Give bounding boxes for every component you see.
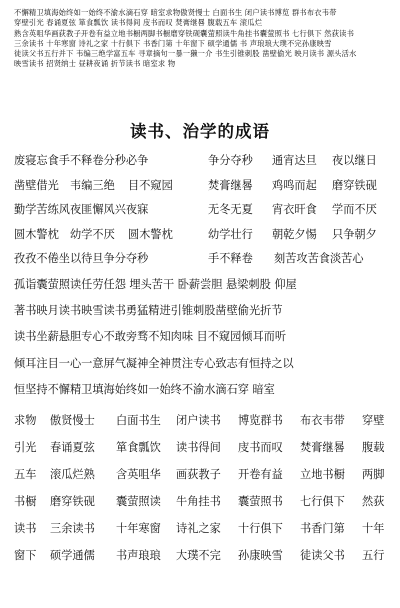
idiom-text: 韦编三绝	[70, 178, 115, 192]
idiom-text: 硕学通儒	[50, 549, 95, 563]
idiom-text: 三余读书	[50, 522, 95, 536]
idiom-text: 博览群书	[238, 414, 283, 427]
idiom-row	[14, 466, 394, 493]
idiom-text: 磨穿铁砚	[332, 178, 377, 192]
idiom-row	[14, 493, 394, 520]
text-line: 读书坐薪悬胆专心不敢旁骛不知肉味 目不窥园倾耳而听	[14, 330, 287, 343]
idiom-text: 开卷有益	[238, 468, 283, 482]
idiom-text: 含英咀华	[116, 468, 161, 482]
idiom-row	[14, 439, 394, 466]
idiom-text: 焚膏继晷	[300, 441, 345, 455]
text-line: 不懈精卫填海始终如一始终不渝水滴石穿 暗室求物傲贤慢士 白面书生 闭户读书博览 群书布衣韦带	[14, 8, 337, 17]
idiom-text: 凿壁借光	[14, 178, 59, 192]
text-line: 著书映月读书映雪读书勇猛精进引锥刺股凿壁偷光折节	[14, 304, 283, 317]
idiom-text: 书香门第	[300, 522, 345, 536]
idiom-text: 争分夺秒	[208, 154, 253, 167]
idiom-text: 五车	[14, 468, 37, 482]
idiom-text: 箪食瓢饮	[116, 441, 161, 455]
idiom-text: 囊萤照书	[238, 495, 283, 509]
idiom-text: 刻苦攻苦食淡苦心	[274, 252, 364, 265]
idiom-text: 朝乾夕惕	[272, 227, 317, 241]
idiom-text: 徒读父书	[300, 549, 345, 563]
idiom-text: 大璞不完	[176, 549, 221, 563]
top-paragraph	[14, 8, 388, 70]
idiom-text: 学而不厌	[332, 203, 377, 216]
idiom-text: 傲贤慢士	[50, 414, 95, 427]
idiom-text: 磨穿铁砚	[50, 495, 95, 509]
idiom-text: 通宵达旦	[272, 154, 317, 167]
idiom-text: 圆木警枕	[128, 227, 173, 241]
idiom-text: 书声琅琅	[116, 549, 161, 563]
text-line: 徒读父书五行并下 韦编三绝学富五车 寻章摘句一暴一獭一介 书生引锥刺股 凿壁偷光 映月读书 源头活水	[14, 49, 357, 59]
idiom-text: 孙康映雪	[238, 549, 283, 563]
idiom-text: 夜以继日	[332, 154, 377, 167]
idiom-row	[14, 250, 394, 275]
idiom-text: 然荻	[362, 495, 385, 509]
idiom-row	[14, 152, 394, 177]
idiom-text: 十年寒窗	[116, 522, 161, 536]
idiom-text: 庋书而叹	[238, 441, 283, 455]
idiom-text: 书橱	[14, 495, 37, 509]
idiom-text: 勤学苦练风夜匪懈风兴夜寐	[14, 203, 149, 216]
idiom-row	[14, 520, 394, 547]
text-line: 映雪读书 招贤纳士 昼耕夜诵 折节读书 暗室求 物	[14, 59, 176, 69]
idiom-text: 手不释卷	[208, 252, 253, 265]
idiom-text: 画荻教子	[176, 468, 221, 482]
idiom-text: 十行俱下	[238, 522, 283, 536]
idiom-grid-top	[14, 152, 394, 275]
idiom-text: 囊萤照读	[116, 495, 161, 509]
idiom-text: 牛角挂书	[176, 495, 221, 509]
idiom-text: 读书得间	[176, 441, 221, 455]
idiom-row	[14, 201, 394, 226]
idiom-row	[14, 226, 394, 251]
text-line: 熟含英咀华画荻教子开卷有益立地书橱两脚书橱磨穿铁砚囊萤照读牛角挂书囊萤照书 七行俱下 然荻读书	[14, 28, 355, 38]
text-line: 恒坚持不懈精卫填海始终如一始终不渝水滴石穿 暗室	[14, 383, 275, 396]
idiom-text: 宵衣旰食	[272, 203, 317, 216]
idiom-text: 七行俱下	[300, 495, 345, 509]
idiom-text: 鸡鸣而起	[272, 178, 317, 192]
idiom-text: 引光	[14, 441, 37, 455]
idiom-row	[14, 547, 394, 574]
idiom-text: 无冬无夏	[208, 203, 253, 216]
idiom-text: 焚膏继晷	[208, 178, 253, 192]
idiom-grid-bottom	[14, 412, 394, 575]
idiom-text: 布衣韦带	[300, 414, 345, 427]
idiom-text: 闭户读书	[176, 414, 221, 427]
idiom-text: 腹载	[362, 441, 385, 455]
idiom-row	[14, 177, 394, 202]
idiom-text: 春诵夏弦	[50, 441, 95, 455]
idiom-text: 白面书生	[116, 414, 161, 427]
page-title: 读书、治学的成语	[130, 122, 270, 141]
idiom-text: 求物	[14, 414, 37, 427]
idiom-text: 孜孜不倦坐以待旦争分夺秒	[14, 252, 149, 265]
idiom-text: 滚瓜烂熟	[50, 468, 95, 482]
idiom-text: 穿壁	[362, 414, 385, 427]
text-line: 三余读书 十年寒窗 诗礼之家 十行俱下 书香门第 十年窗下 硕学通儒 书 声琅琅大璞不完孙康映雪	[14, 38, 332, 48]
idiom-text: 幼学壮行	[208, 227, 253, 241]
text-line: 倾耳注目一心一意屏气凝神全神贯注专心致志有恒持之以	[14, 357, 294, 370]
idiom-text: 五行	[362, 549, 385, 563]
idiom-text: 立地书橱	[300, 468, 345, 482]
idiom-text: 只争朝夕	[332, 227, 377, 241]
idiom-row	[14, 412, 394, 439]
text-line: 孤诣囊萤照读任劳任怨 埋头苦干 卧薪尝胆 悬梁刺股 仰屋	[14, 278, 297, 291]
idiom-text: 圆木警枕	[14, 227, 59, 241]
idiom-text: 幼学不厌	[70, 227, 115, 241]
idiom-text: 两脚	[362, 468, 385, 482]
idiom-text: 诗礼之家	[176, 522, 221, 536]
idiom-text: 读书	[14, 522, 37, 536]
idiom-text: 目不窥园	[128, 178, 173, 192]
text-line: 穿壁引光 春诵夏弦 箪食瓢饮 读书得间 庋书而叹 焚膏继晷 腹载五车 滚瓜烂	[14, 18, 263, 28]
idiom-text: 废寝忘食手不释卷分秒必争	[14, 154, 149, 167]
idiom-text: 窗下	[14, 549, 37, 563]
idiom-text: 十年	[362, 522, 385, 536]
